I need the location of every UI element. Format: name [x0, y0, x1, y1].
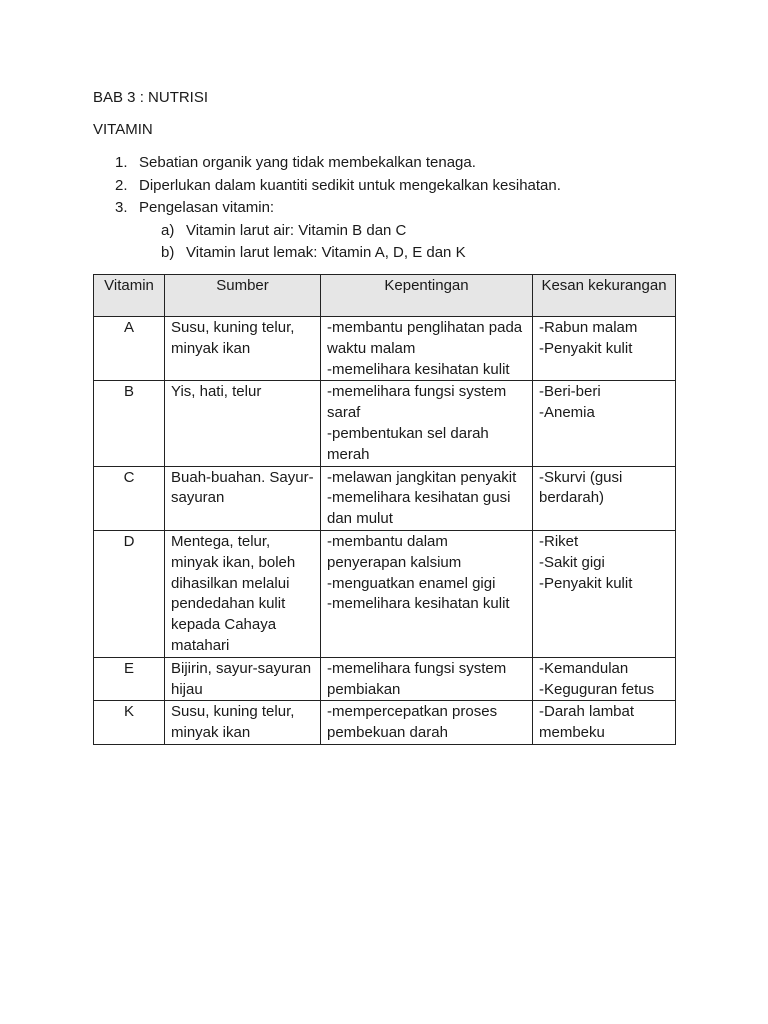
cell-line: Susu, kuning telur, minyak ikan — [171, 319, 295, 357]
cell-line: -melawan jangkitan penyakit — [327, 468, 517, 486]
cell-vitamin: C — [94, 466, 165, 530]
section-heading: VITAMIN — [93, 121, 153, 138]
cell-kesan — [533, 530, 676, 657]
sublist-item — [93, 220, 561, 243]
cell-kepentingan — [321, 701, 533, 745]
cell-sumber — [165, 657, 321, 701]
sublist-text: Vitamin larut air: Vitamin B dan C — [186, 221, 407, 239]
sublist-letter: b) — [161, 244, 175, 261]
cell-vitamin: D — [94, 530, 165, 657]
cell-line: -Keguguran fetus — [539, 680, 655, 698]
table-body — [94, 317, 676, 745]
header-kesan: Kesan kekurangan — [533, 275, 676, 317]
cell-kepentingan — [321, 466, 533, 530]
sublist-wrapper — [93, 220, 561, 265]
cell-line: -Anemia — [539, 404, 595, 422]
table-row — [94, 530, 676, 657]
cell-kesan — [533, 657, 676, 701]
cell-sumber — [165, 317, 321, 381]
table-row — [94, 466, 676, 530]
header-vitamin: Vitamin — [94, 275, 165, 317]
lettered-sublist — [93, 220, 561, 265]
table-row — [94, 317, 676, 381]
cell-kesan — [533, 701, 676, 745]
cell-line: Susu, kuning telur, minyak ikan — [171, 703, 295, 742]
table-row — [94, 701, 676, 745]
cell-line: -Skurvi (gusi berdarah) — [539, 468, 623, 507]
cell-sumber — [165, 466, 321, 530]
cell-sumber — [165, 701, 321, 745]
cell-vitamin: K — [94, 701, 165, 745]
list-item — [93, 197, 561, 220]
cell-line: -memelihara kesihatan kulit — [327, 360, 510, 378]
list-item — [93, 152, 561, 175]
header-sumber: Sumber — [165, 275, 321, 317]
list-text: Diperlukan dalam kuantiti sedikit untuk mengekalkan kesihatan. — [139, 176, 561, 194]
cell-line: -mempercepatkan proses pembekuan darah — [327, 703, 498, 742]
cell-line: -Penyakit kulit — [539, 339, 633, 357]
sublist-item — [93, 242, 561, 265]
cell-line: -memelihara kesihatan gusi dan mulut — [327, 489, 511, 528]
cell-line: Mentega, telur, minyak ikan, boleh dihasilkan melalui pendedahan kulit kepada Cahaya matahari — [171, 532, 296, 654]
list-item — [93, 175, 561, 198]
cell-kesan — [533, 381, 676, 466]
cell-line: -membantu dalam penyerapan kalsium — [327, 532, 462, 571]
cell-line: -Darah lambat membeku — [539, 703, 635, 742]
cell-kepentingan — [321, 657, 533, 701]
header-kepentingan: Kepentingan — [321, 275, 533, 317]
list-number: 2. — [115, 176, 128, 194]
cell-line: -Riket — [539, 532, 579, 550]
cell-sumber — [165, 381, 321, 466]
cell-vitamin: E — [94, 657, 165, 701]
table-header-row — [94, 275, 676, 317]
cell-kesan — [533, 317, 676, 381]
cell-kesan — [533, 466, 676, 530]
cell-vitamin: B — [94, 381, 165, 466]
list-number: 1. — [115, 154, 128, 171]
cell-line: -memelihara fungsi system saraf — [327, 383, 507, 422]
cell-line: -memelihara kesihatan kulit — [327, 595, 510, 613]
cell-line: -memelihara fungsi system pembiakan — [327, 659, 507, 698]
cell-line: -Sakit gigi — [539, 553, 605, 571]
cell-line: Buah-buahan. Sayur-sayuran — [171, 468, 314, 507]
cell-line: -Kemandulan — [539, 659, 629, 677]
cell-kepentingan — [321, 317, 533, 381]
cell-line: Yis, hati, telur — [171, 383, 262, 401]
table-row — [94, 381, 676, 466]
list-number: 3. — [115, 199, 128, 216]
list-text: Pengelasan vitamin: — [139, 199, 275, 216]
table-row — [94, 657, 676, 701]
sublist-text: Vitamin larut lemak: Vitamin A, D, E dan K — [186, 244, 466, 261]
cell-kepentingan — [321, 530, 533, 657]
vitamin-table — [93, 274, 676, 745]
cell-kepentingan — [321, 381, 533, 466]
cell-sumber — [165, 530, 321, 657]
cell-line: -menguatkan enamel gigi — [327, 574, 496, 592]
cell-line: -membantu penglihatan pada waktu malam — [327, 319, 523, 357]
list-text: Sebatian organik yang tidak membekalkan tenaga. — [139, 154, 476, 171]
cell-line: Bijirin, sayur-sayuran hijau — [171, 659, 312, 698]
sublist-letter: a) — [161, 221, 175, 239]
chapter-heading: BAB 3 : NUTRISI — [93, 89, 209, 106]
numbered-list — [93, 152, 561, 265]
cell-vitamin: A — [94, 317, 165, 381]
cell-line: -Beri-beri — [539, 383, 601, 401]
cell-line: -pembentukan sel darah merah — [327, 424, 489, 463]
cell-line: -Rabun malam — [539, 319, 638, 336]
cell-line: -Penyakit kulit — [539, 574, 633, 592]
